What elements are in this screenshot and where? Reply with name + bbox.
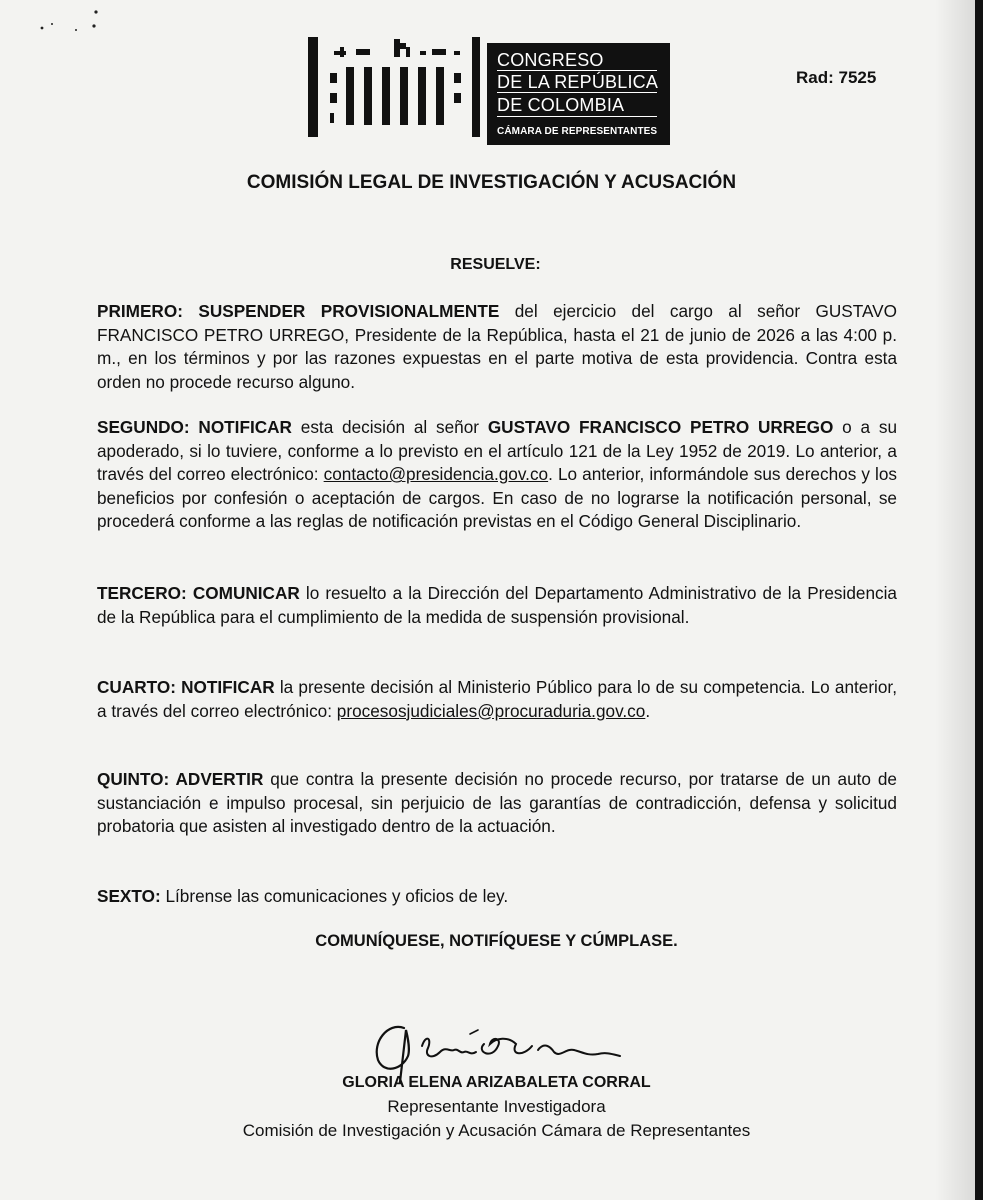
paragraph-tercero: TERCERO: COMUNICAR lo resuelto a la Dirección del Departamento Administrativo de la Presidencia de la República para el cumplimiento de la medida de suspensión provisional. bbox=[97, 583, 897, 627]
closing-formula: COMUNÍQUESE, NOTIFÍQUESE Y CÚMPLASE. bbox=[315, 932, 678, 950]
congress-building-icon bbox=[308, 37, 480, 137]
logo-line-2: DE LA REPÚBLICA bbox=[497, 72, 659, 92]
resuelve-heading: RESUELVE: bbox=[450, 256, 541, 273]
radicado-number: Rad: 7525 bbox=[796, 68, 877, 87]
paragraph-cuarto: CUARTO: NOTIFICAR la presente decisión al Ministerio Público para lo de su competencia. Lo anterior, a través del correo electrónico: procesosjudiciales@procuraduria.gov.co. bbox=[97, 677, 897, 721]
document-title: COMISIÓN LEGAL DE INVESTIGACIÓN Y ACUSACIÓN bbox=[246, 172, 737, 193]
procuraduria-email-link[interactable]: procesosjudiciales@procuraduria.gov.co bbox=[336, 700, 646, 721]
paragraph-primero: PRIMERO: SUSPENDER PROVISIONALMENTE del ejercicio del cargo al señor GUSTAVO FRANCISCO PETRO URREGO, Presidente de la República, hasta el 21 de junio de 2026 a las 4:00 p. m., en los términos y por las razones expuestas en el parte motiva de esta providencia. Contra esta orden no procede recurso alguno. bbox=[97, 301, 897, 392]
signer-name: GLORIA ELENA ARIZABALETA CORRAL bbox=[342, 1074, 651, 1091]
signer-entity: Comisión de Investigación y Acusación Cámara de Representantes bbox=[242, 1121, 751, 1140]
signer-role: Representante Investigadora bbox=[387, 1097, 606, 1116]
logo-subline: CÁMARA DE REPRESENTANTES bbox=[497, 126, 658, 137]
logo-text-box bbox=[487, 43, 670, 145]
presidencia-email-link[interactable]: contacto@presidencia.gov.co bbox=[323, 464, 549, 485]
scan-specks bbox=[36, 8, 106, 38]
paragraph-segundo: SEGUNDO: NOTIFICAR esta decisión al señor GUSTAVO FRANCISCO PETRO URREGO o a su apoderado, si lo tuviere, conforme a lo previsto en el artículo 121 de la Ley 1952 de 2019. Lo anterior, a través del correo electrónico: contacto@presidencia.gov.co. Lo anterior, informándole sus derechos y los beneficios por confesión o aceptación de cargos. En caso de no lograrse la notificación personal, se procederá conforme a las reglas de notificación previstas en el Código General Disciplinario. bbox=[97, 417, 898, 532]
logo-line-1: CONGRESO bbox=[497, 50, 604, 70]
paragraph-quinto: QUINTO: ADVERTIR que contra la presente decisión no procede recurso, por tratarse de un auto de sustanciación e impulso procesal, sin perjuicio de las garantías de contradicción, defensa y solicitud probatoria que asisten al investigado dentro de la actuación. bbox=[97, 769, 897, 837]
logo-line-3: DE COLOMBIA bbox=[497, 95, 625, 115]
paragraph-sexto: SEXTO: Líbrense las comunicaciones y oficios de ley. bbox=[97, 886, 509, 906]
congress-logo bbox=[308, 37, 684, 148]
